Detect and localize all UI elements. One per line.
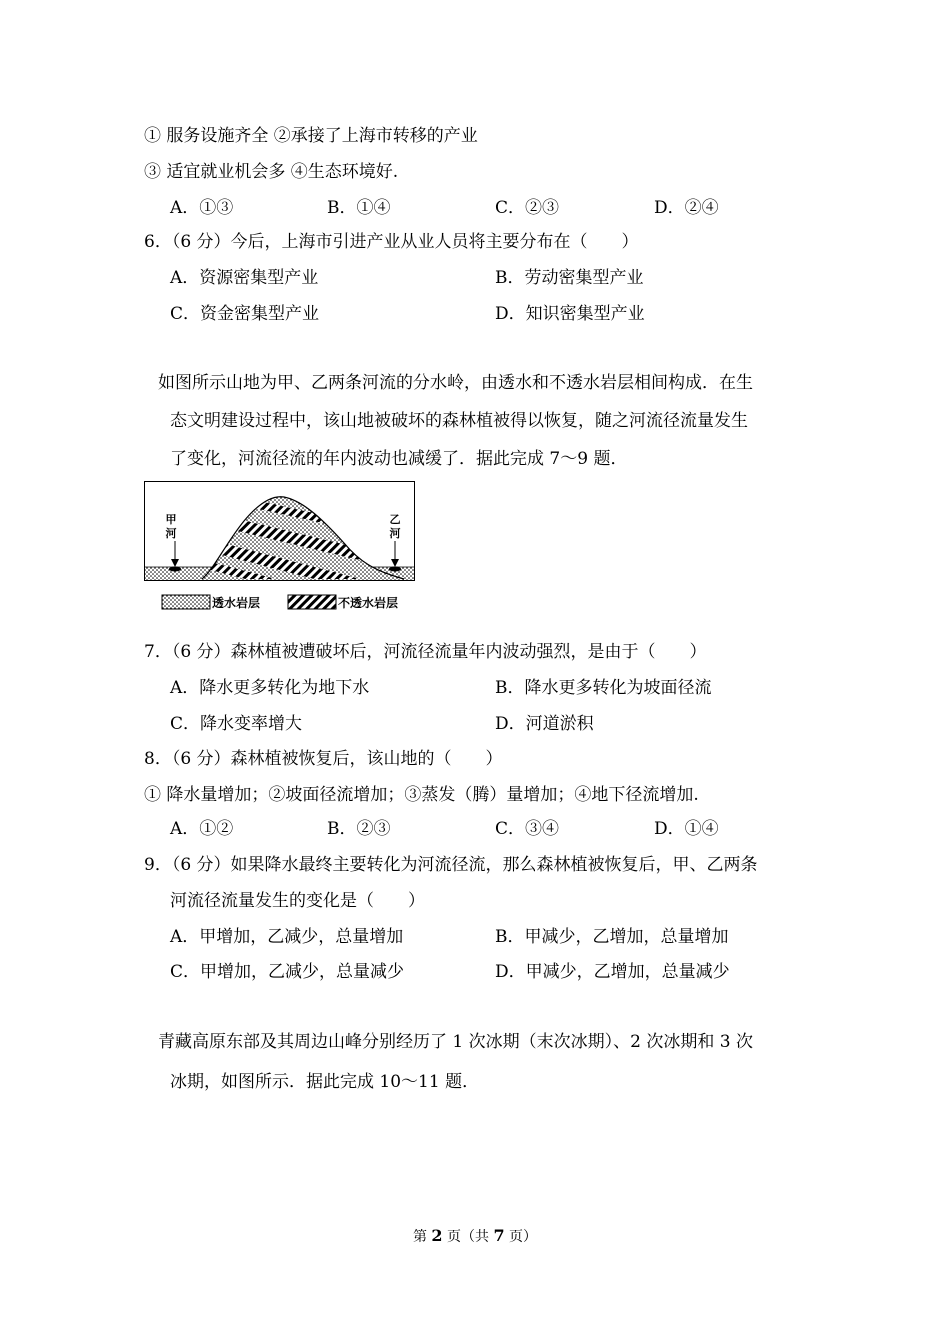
watershed-cross-section-figure [144, 481, 416, 613]
legend-impermeable-label: 不透水岩层 [338, 596, 399, 610]
legend-permeable-swatch [162, 595, 210, 609]
footer-suffix: 页） [504, 1229, 538, 1245]
q7-option-d: D．河道淤积 [495, 714, 594, 734]
q6-option-b: B．劳动密集型产业 [495, 268, 644, 288]
q7-option-c: C．降水变率增大 [170, 714, 303, 734]
q7-option-b: B．降水更多转化为坡面径流 [495, 678, 712, 698]
footer-middle: 页（共 [442, 1229, 494, 1245]
question-9-stem-line-2: 河流径流量发生的变化是（ ） [170, 891, 425, 911]
q8-statements: ① 降水量增加；②坡面径流增加；③蒸发（腾）量增加；④地下径流增加. [144, 785, 699, 805]
q8-option-d: D．①④ [654, 819, 719, 839]
q8-option-a: A．①② [170, 819, 234, 839]
question-6-stem: 6．（6 分）今后，上海市引进产业从业人员将主要分布在（ ） [144, 232, 639, 252]
q8-option-c: C．③④ [495, 819, 560, 839]
total-page-count: 7 [493, 1226, 505, 1245]
statement-line-1: ① 服务设施齐全 ②承接了上海市转移的产业 [144, 126, 478, 146]
right-river-label-1: 乙 [389, 513, 401, 526]
statement-line-2: ③ 适宜就业机会多 ④生态环境好. [144, 162, 399, 182]
left-river-label-1: 甲 [165, 513, 177, 526]
legend-permeable-label: 透水岩层 [212, 596, 261, 610]
option-d: D．②④ [654, 198, 719, 218]
question-7-stem: 7．（6 分）森林植被遭破坏后，河流径流量年内波动强烈，是由于（ ） [144, 642, 707, 662]
q9-option-b: B．甲减少，乙增加，总量增加 [495, 927, 729, 947]
q6-option-a: A．资源密集型产业 [170, 268, 319, 288]
left-river-channel [169, 567, 181, 572]
question-8-stem: 8．（6 分）森林植被恢复后，该山地的（ ） [144, 749, 503, 769]
page-footer [0, 1226, 950, 1247]
footer-prefix: 第 [412, 1229, 432, 1245]
q6-option-d: D．知识密集型产业 [495, 304, 645, 324]
passage-1-line-2: 态文明建设过程中，该山地被破坏的森林植被得以恢复，随之河流径流量发生 [170, 411, 748, 431]
q7-option-a: A．降水更多转化为地下水 [170, 678, 370, 698]
q8-option-b: B．②③ [327, 819, 391, 839]
option-a: A．①③ [170, 198, 234, 218]
q9-option-d: D．甲减少，乙增加，总量减少 [495, 962, 730, 982]
current-page-number: 2 [431, 1226, 443, 1245]
right-river-channel [389, 567, 401, 572]
question-9-stem-line-1: 9．（6 分）如果降水最终主要转化为河流径流，那么森林植被恢复后，甲、乙两条 [144, 855, 758, 875]
left-river-label-2: 河 [165, 527, 177, 540]
passage-1-line-3: 了变化，河流径流的年内波动也减缓了．据此完成 7～9 题． [170, 449, 628, 469]
q6-option-c: C．资金密集型产业 [170, 304, 320, 324]
legend-impermeable-swatch [288, 595, 336, 609]
option-c: C．②③ [495, 198, 560, 218]
passage-1-line-1: 如图所示山地为甲、乙两条河流的分水岭，由透水和不透水岩层相间构成．在生 [158, 373, 753, 393]
right-river-label-2: 河 [389, 527, 401, 540]
passage-2-line-2: 冰期，如图所示．据此完成 10～11 题． [170, 1072, 480, 1092]
q9-option-a: A．甲增加，乙减少，总量增加 [170, 927, 404, 947]
option-b: B．①④ [327, 198, 391, 218]
q9-option-c: C．甲增加，乙减少，总量减少 [170, 962, 405, 982]
passage-2-line-1: 青藏高原东部及其周边山峰分别经历了 1 次冰期（末次冰期）、2 次冰期和 3 次 [158, 1032, 753, 1052]
